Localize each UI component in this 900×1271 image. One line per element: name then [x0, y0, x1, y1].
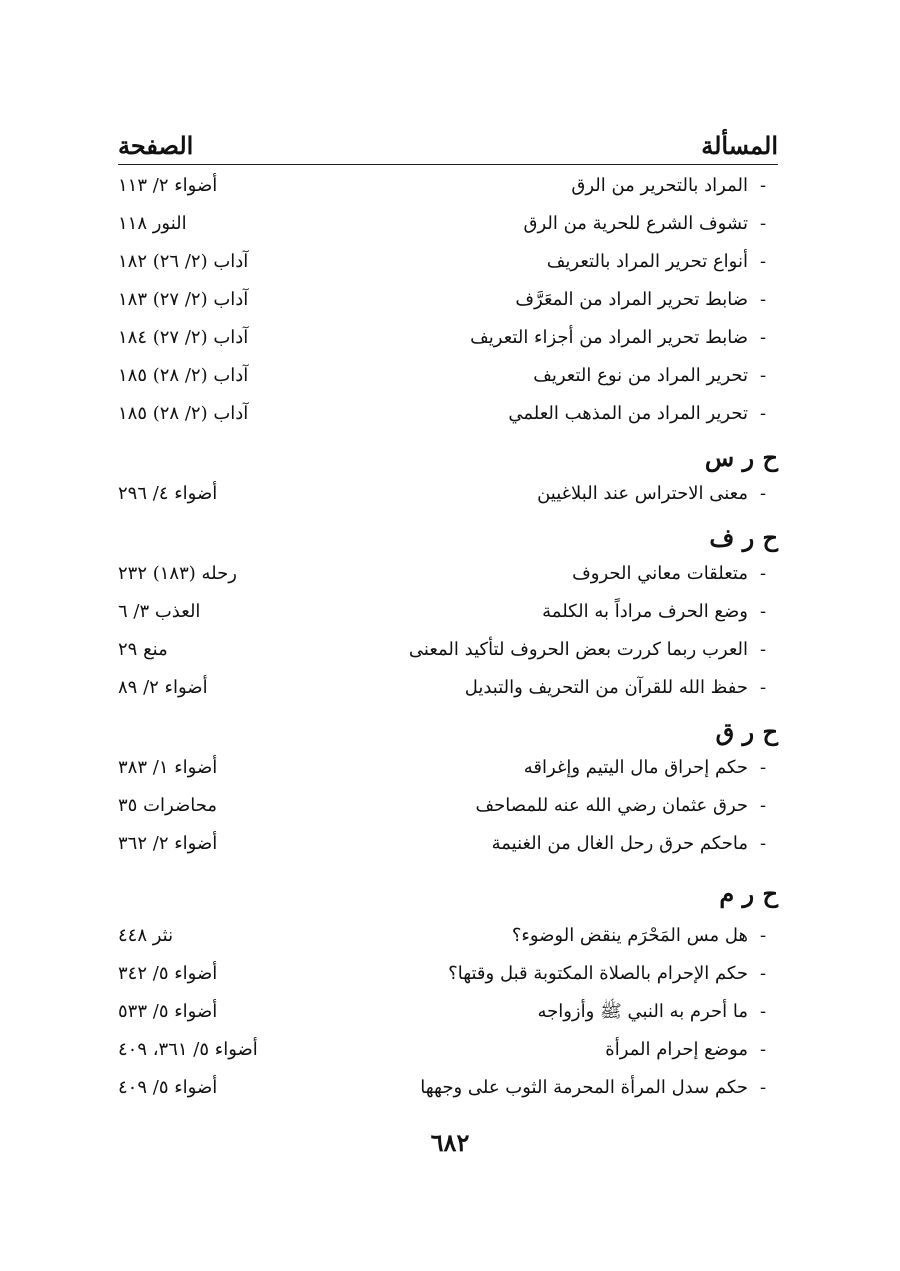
- entry-topic: ماحكم حرق رحل الغال من الغنيمة: [491, 833, 748, 854]
- bullet-dash: -: [759, 1001, 767, 1022]
- entry-topic: تحرير المراد من المذهب العلمي: [508, 403, 748, 424]
- topic-column-heading: المسألة: [701, 131, 778, 160]
- section-heading: ح ر ف: [709, 523, 778, 552]
- entry-reference: آداب (٢/ ٢٨) ١٨٥: [118, 365, 249, 386]
- bullet-dash: -: [759, 925, 767, 946]
- bullet-dash: -: [759, 601, 767, 622]
- bullet-dash: -: [759, 403, 767, 424]
- index-entry: [118, 1069, 778, 1107]
- index-page: [118, 118, 778, 1107]
- bullet-dash: -: [759, 251, 767, 272]
- entry-reference: محاضرات ٣٥: [118, 795, 217, 816]
- entry-reference: أضواء ٢/ ٨٩: [118, 677, 208, 698]
- bullet-dash: -: [759, 1077, 767, 1098]
- index-entry: [118, 955, 778, 993]
- index-entry: [118, 281, 778, 319]
- index-entry: [118, 593, 778, 631]
- index-entry: [118, 357, 778, 395]
- index-entry: [118, 749, 778, 787]
- bullet-dash: -: [759, 795, 767, 816]
- bullet-dash: -: [759, 213, 767, 234]
- index-entry: [118, 1031, 778, 1069]
- index-entry: [118, 475, 778, 513]
- entry-topic: أنواع تحرير المراد بالتعريف: [546, 251, 748, 272]
- entry-reference: منع ٢٩: [118, 639, 168, 660]
- entry-topic: حكم إحراق مال اليتيم وإغراقه: [523, 757, 748, 778]
- section-h-r-s: [118, 441, 778, 513]
- entry-topic: تشوف الشرع للحرية من الرق: [523, 213, 748, 234]
- entry-topic: هل مس المَحْرَم ينقض الوضوء؟: [511, 925, 748, 946]
- entry-reference: العذب ٣/ ٦: [118, 601, 201, 622]
- entry-reference: آداب (٢/ ٢٧) ١٨٤: [118, 327, 249, 348]
- entry-topic: حكم الإحرام بالصلاة المكتوبة قبل وقتها؟: [448, 963, 748, 984]
- index-entry: [118, 825, 778, 863]
- entry-topic: موضع إحرام المرأة: [605, 1039, 748, 1060]
- entry-reference: آداب (٢/ ٢٧) ١٨٣: [118, 289, 249, 310]
- entry-topic: ضابط تحرير المراد من أجزاء التعريف: [470, 327, 748, 348]
- bullet-dash: -: [759, 365, 767, 386]
- index-entry: [118, 319, 778, 357]
- entry-topic: حكم سدل المرأة المحرمة الثوب على وجهها: [420, 1077, 748, 1098]
- entry-topic: ما أحرم به النبي ﷺ وأزواجه: [537, 1001, 748, 1022]
- entry-topic: معنى الاحتراس عند البلاغيين: [537, 483, 748, 504]
- section-heading: ح ر م: [719, 879, 778, 908]
- entry-reference: أضواء ٤/ ٢٩٦: [118, 483, 218, 504]
- bullet-dash: -: [759, 833, 767, 854]
- entry-topic: متعلقات معاني الحروف: [572, 563, 748, 584]
- entry-topic: وضع الحرف مراداً به الكلمة: [542, 601, 748, 622]
- index-entry: [118, 669, 778, 707]
- entry-reference: آداب (٢/ ٢٨) ١٨٥: [118, 403, 249, 424]
- bullet-dash: -: [759, 483, 767, 504]
- entry-reference: نثر ٤٤٨: [118, 925, 174, 946]
- section-continuation: [118, 167, 778, 433]
- entry-reference: النور ١١٨: [118, 213, 187, 234]
- entry-topic: ضابط تحرير المراد من المعَرَّف: [515, 289, 748, 310]
- entry-reference: أضواء ٥/ ٣٤٢: [118, 963, 218, 984]
- bullet-dash: -: [759, 327, 767, 348]
- bullet-dash: -: [759, 677, 767, 698]
- section-h-r-f: [118, 521, 778, 707]
- index-entry: [118, 631, 778, 669]
- index-entry: [118, 993, 778, 1031]
- entry-reference: أضواء ٢/ ١١٣: [118, 175, 218, 196]
- entry-topic: المراد بالتحرير من الرق: [571, 175, 748, 196]
- bullet-dash: -: [759, 639, 767, 660]
- bullet-dash: -: [759, 289, 767, 310]
- entry-reference: أضواء ٢/ ٣٦٢: [118, 833, 218, 854]
- page-number: ٦٨٢: [430, 1128, 470, 1157]
- entry-reference: أضواء ٥/ ٣٦١، ٤٠٩: [118, 1039, 258, 1060]
- section-h-r-q: [118, 715, 778, 863]
- index-entry: [118, 167, 778, 205]
- bullet-dash: -: [759, 563, 767, 584]
- column-header: [118, 118, 778, 165]
- entry-topic: حفظ الله للقرآن من التحريف والتبديل: [464, 677, 748, 698]
- entry-topic: حرق عثمان رضي الله عنه للمصاحف: [475, 795, 748, 816]
- section-heading: ح ر س: [704, 443, 778, 472]
- section-h-r-m: [118, 877, 778, 1107]
- bullet-dash: -: [759, 757, 767, 778]
- bullet-dash: -: [759, 963, 767, 984]
- entry-reference: أضواء ١/ ٣٨٣: [118, 757, 218, 778]
- entry-reference: رحله (١٨٣) ٢٣٢: [118, 563, 237, 584]
- index-entry: [118, 787, 778, 825]
- index-entry: [118, 555, 778, 593]
- page-column-heading: الصفحة: [118, 131, 194, 160]
- bullet-dash: -: [759, 1039, 767, 1060]
- bullet-dash: -: [759, 175, 767, 196]
- entry-topic: تحرير المراد من نوع التعريف: [533, 365, 748, 386]
- index-entry: [118, 917, 778, 955]
- entry-reference: آداب (٢/ ٢٦) ١٨٢: [118, 251, 249, 272]
- index-entry: [118, 243, 778, 281]
- entry-reference: أضواء ٥/ ٤٠٩: [118, 1077, 218, 1098]
- index-entry: [118, 205, 778, 243]
- section-heading: ح ر ق: [715, 717, 778, 746]
- entry-topic: العرب ربما كررت بعض الحروف لتأكيد المعنى: [408, 639, 748, 660]
- index-entry: [118, 395, 778, 433]
- entry-reference: أضواء ٥/ ٥٣٣: [118, 1001, 218, 1022]
